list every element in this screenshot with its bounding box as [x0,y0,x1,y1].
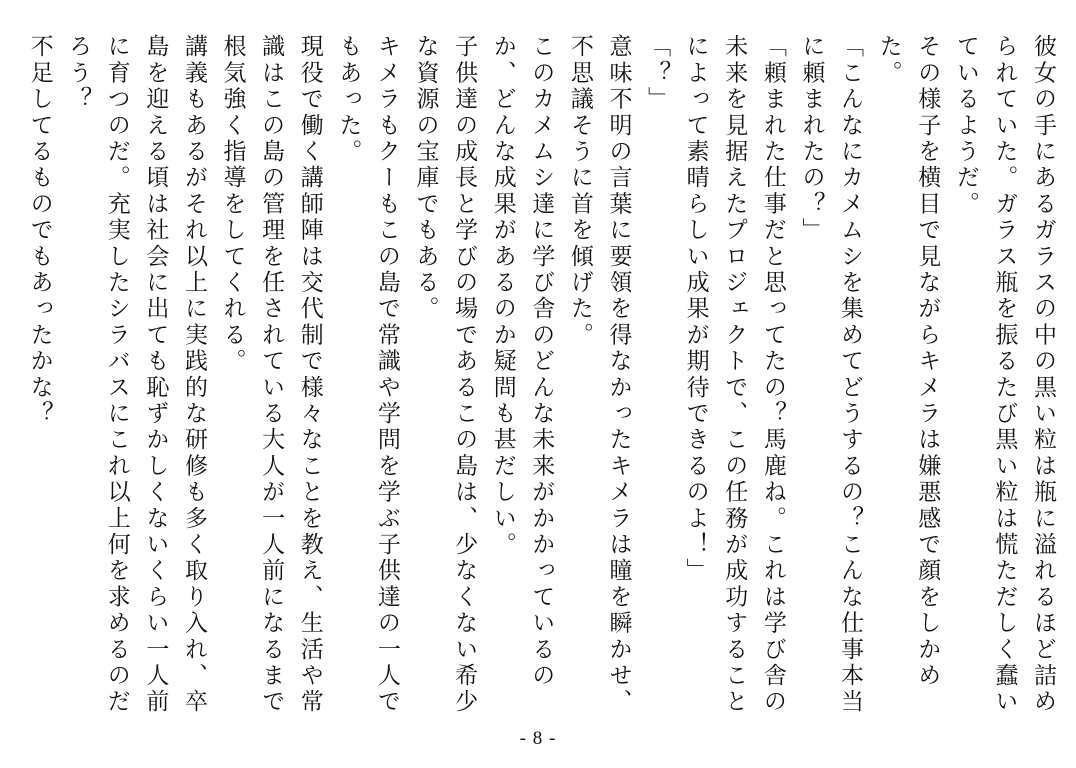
paragraph: 彼女の手にあるガラスの中の黒い粒は瓶に溢れるほど詰められていた。ガラス瓶を振るたび黒い粒は慌ただしく蠢いているようだ。 [952,34,1056,716]
vertical-text-body [22,34,1062,724]
paragraph: キメラもクーもこの島で常識や学問を学ぶ子供達の一人でもあった。 [335,34,400,716]
page-number: - 8 - [519,728,557,749]
paragraph: 子供達の成長と学びの場であるこの島は、少なくない希少な資源の宝庫でもある。 [412,34,478,716]
dialogue-paragraph: 「頼まれた仕事だと思ってたの？馬鹿ね。これは学び舎の未来を見据えたプロジェクトで、この任務が成功することによって素晴らしい成果が期待できるのよ！」 [682,34,786,716]
paragraph: 意味不明の言葉に要領を得なかったキメラは瞳を瞬かせ、不思議そうに首を傾げた。 [566,34,632,716]
dialogue-paragraph: 「こんなにカメムシを集めてどうするの？こんな仕事本当に頼まれたの？」 [798,34,864,716]
paragraph: 講義もあるがそれ以上に実践的な研修も多く取り入れ、卒島を迎える頃は社会に出ても恥ずかしくないくらい一人前に育つのだ。充実したシラバスにこれ以上何を求めるのだろう？ [65,34,207,716]
paragraph: その様子を横目で見ながらキメラは嫌悪感で顔をしかめた。 [875,34,941,689]
paragraph: 現役で働く講師陣は交代制で様々なことを教え、生活や常識はこの島の管理を任されている大人が一人前になるまで根気強く指導をしてくれる。 [219,34,323,716]
dialogue-paragraph: 「？」 [644,34,671,113]
paragraph: 不足してるものでもあったかな？ [26,34,53,427]
paragraph: このカメムシ達に学び舎のどんな未来がかかっているのか、どんな成果があるのか疑問も甚だしい。 [489,34,555,689]
